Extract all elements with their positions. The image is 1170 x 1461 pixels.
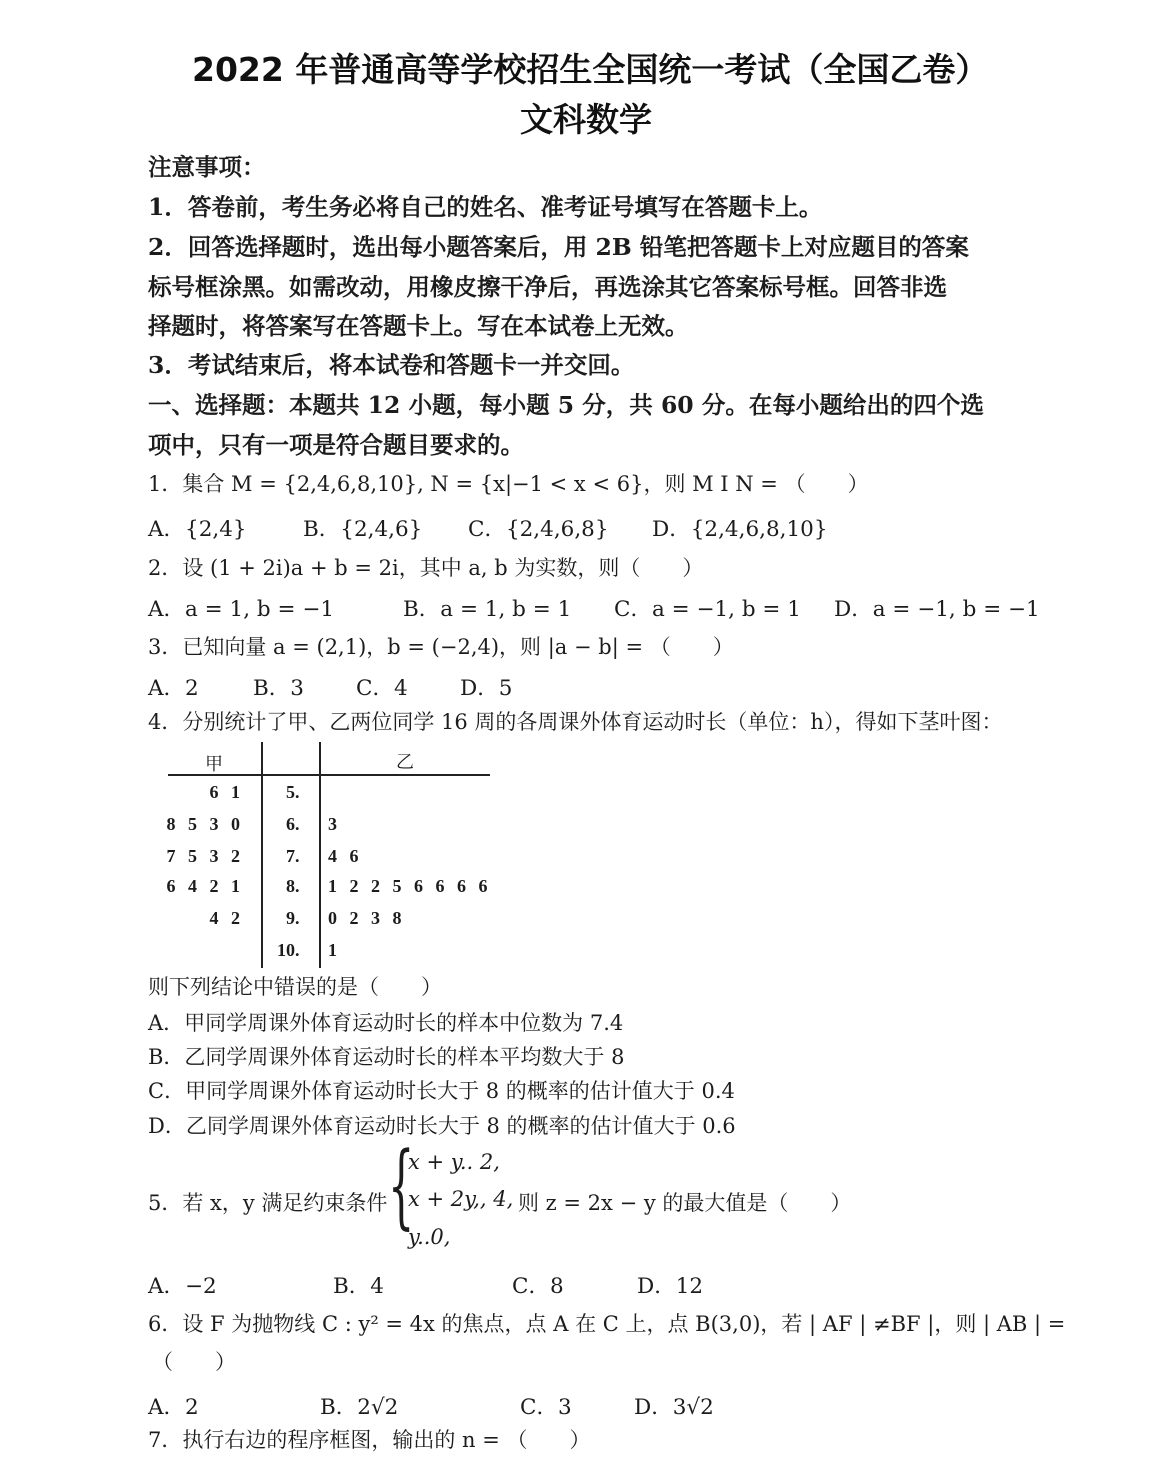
- q1-option-a: A．{2,4}: [148, 517, 247, 542]
- q4-option-b: B．乙同学周课外体育运动时长的样本平均数大于 8: [148, 1045, 625, 1069]
- plot-left-leaves: 8 5 3 0: [166, 814, 244, 834]
- plot-left-header: 甲: [205, 754, 227, 775]
- plot-left-leaves: 7 5 3 2: [166, 846, 244, 866]
- q6-option-b: B．2√2: [320, 1395, 399, 1420]
- q4-option-c: C．甲同学周课外体育运动时长大于 8 的概率的估计值大于 0.4: [148, 1079, 735, 1103]
- plot-right-leaves: 1 2 2 5 6 6 6 6: [328, 876, 492, 896]
- plot-left-leaves: 6 4 2 1: [166, 876, 244, 896]
- q2-option-b: B．a = 1, b = 1: [403, 597, 572, 622]
- question-1-stem: 1．集合 M = {2,4,6,8,10}, N = {x|−1 < x < 6}，则 M I N = （ ）: [148, 472, 869, 496]
- q5-option-c: C．8: [512, 1274, 564, 1299]
- section-heading-cont: 项中，只有一项是符合题目要求的。: [148, 431, 524, 459]
- plot-right-leaves: 4 6: [328, 846, 363, 866]
- plot-stem: 6.: [286, 814, 300, 834]
- question-4-stem: 4．分别统计了甲、乙两位同学 16 周的各周课外体育运动时长（单位：h），得如下茎叶图：: [148, 710, 1003, 734]
- question-5-suffix: 则 z = 2x − y 的最大值是（ ）: [518, 1191, 852, 1215]
- q6-option-a: A．2: [148, 1395, 199, 1420]
- q5-option-b: B．4: [333, 1274, 384, 1299]
- question-6-stem: 6．设 F 为抛物线 C : y² = 4x 的焦点，点 A 在 C 上，点 B(3,0)，若 | AF | ≠BF |，则 | AB | =: [148, 1312, 1066, 1336]
- constraint-3: y..0,: [408, 1225, 451, 1249]
- q3-option-c: C．4: [356, 676, 408, 701]
- q1-option-b: B．{2,4,6}: [303, 517, 423, 542]
- stem-leaf-plot: [160, 738, 500, 970]
- plot-stem: 7.: [286, 846, 300, 866]
- q5-option-d: D．12: [637, 1274, 704, 1299]
- notice-line: 标号框涂黑。如需改动，用橡皮擦干净后，再选涂其它答案标号框。回答非选: [148, 273, 947, 301]
- q3-option-a: A．2: [148, 676, 199, 701]
- q3-option-b: B．3: [253, 676, 304, 701]
- notice-line: 2．回答选择题时，选出每小题答案后，用 2B 铅笔把答题卡上对应题目的答案: [148, 233, 969, 261]
- plot-right-header: 乙: [396, 752, 418, 773]
- notice-line: 择题时，将答案写在答题卡上。写在本试卷上无效。: [148, 312, 689, 340]
- plot-stem: 8.: [286, 876, 300, 896]
- q6-option-c: C．3: [520, 1395, 572, 1420]
- page-subtitle: 文科数学: [520, 100, 652, 139]
- q1-option-d: D．{2,4,6,8,10}: [652, 517, 828, 542]
- q6-option-d: D．3√2: [634, 1395, 714, 1420]
- notice-line: 1．答卷前，考生务必将自己的姓名、准考证号填写在答题卡上。: [148, 193, 823, 221]
- q3-option-d: D．5: [460, 676, 513, 701]
- plot-right-leaves: 3: [328, 814, 341, 834]
- plot-left-leaves: 4 2: [209, 908, 244, 928]
- section-heading: 一、选择题：本题共 12 小题，每小题 5 分，共 60 分。在每小题给出的四个选: [148, 391, 984, 419]
- q2-option-c: C．a = −1, b = 1: [614, 597, 801, 622]
- plot-right-leaves: 0 2 3 8: [328, 908, 406, 928]
- constraint-1: x + y.. 2,: [408, 1150, 500, 1174]
- question-2-stem: 2．设 (1 + 2i)a + b = 2i，其中 a, b 为实数，则（ ）: [148, 556, 704, 580]
- q5-option-a: A．−2: [148, 1274, 217, 1299]
- plot-stem: 10.: [277, 940, 300, 960]
- plot-divider-right: [319, 742, 321, 968]
- plot-right-leaves: 1: [328, 940, 341, 960]
- plot-stem: 5.: [286, 782, 300, 802]
- question-5-prefix: 5．若 x，y 满足约束条件: [148, 1191, 388, 1215]
- q2-option-a: A．a = 1, b = −1: [148, 597, 335, 622]
- question-4-conclusion: 则下列结论中错误的是（ ）: [148, 975, 442, 999]
- notice-line: 3．考试结束后，将本试卷和答题卡一并交回。: [148, 351, 635, 379]
- q4-option-a: A．甲同学周课外体育运动时长的样本中位数为 7.4: [148, 1011, 624, 1035]
- q4-option-d: D．乙同学周课外体育运动时长大于 8 的概率的估计值大于 0.6: [148, 1114, 736, 1138]
- q2-option-d: D．a = −1, b = −1: [834, 597, 1040, 622]
- constraint-brace: {: [388, 1132, 415, 1239]
- plot-stem: 9.: [286, 908, 300, 928]
- question-6-paren: （ ）: [152, 1350, 236, 1374]
- question-3-stem: 3．已知向量 a = (2,1)，b = (−2,4)，则 |a − b| = （ ）: [148, 635, 734, 659]
- plot-left-leaves: 6 1: [209, 782, 244, 802]
- plot-divider-left: [261, 742, 263, 968]
- question-7-stem: 7．执行右边的程序框图，输出的 n = （ ）: [148, 1428, 591, 1452]
- page-title: 2022 年普通高等学校招生全国统一考试（全国乙卷）: [192, 50, 989, 89]
- q1-option-c: C．{2,4,6,8}: [468, 517, 609, 542]
- notice-heading: 注意事项：: [148, 153, 266, 181]
- constraint-2: x + 2y,, 4,: [408, 1187, 514, 1211]
